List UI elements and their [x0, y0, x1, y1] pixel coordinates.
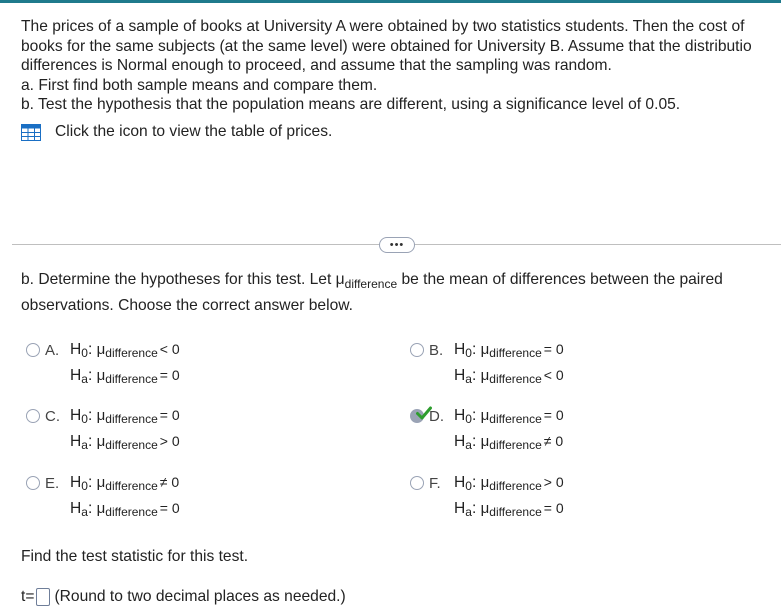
problem-line: a. First find both sample means and compare them. — [21, 76, 378, 94]
ha-statement: $H_a$: $\mu_{difference} = 0$ — [454, 500, 564, 519]
option-letter: B. — [429, 342, 444, 359]
rounding-hint: (Round to two decimal places as needed.) — [54, 588, 346, 605]
top-accent-bar — [0, 0, 781, 3]
h0-statement: $H_0$: $\mu_{difference} < 0$ — [70, 341, 180, 360]
problem-line: differences is Normal enough to proceed, and assume that the sampling was random. — [21, 57, 612, 74]
h0-statement: $H_0$: $\mu_{difference} = 0$ — [454, 341, 564, 360]
radio-option-c[interactable] — [26, 409, 40, 423]
question-b-post: be the mean of differences between the paired — [397, 271, 723, 288]
option-letter: D. — [429, 408, 444, 425]
option-letter: C. — [45, 408, 60, 425]
table-icon[interactable] — [21, 124, 41, 141]
t-statistic-input[interactable] — [36, 588, 50, 606]
radio-option-b[interactable] — [410, 343, 424, 357]
option-letter: A. — [45, 342, 60, 359]
t-label: t= — [21, 588, 35, 605]
h0-statement: $H_0$: $\mu_{difference} \ne 0$ — [70, 474, 180, 493]
question-b-text — [21, 270, 723, 295]
ha-statement: $H_a$: $\mu_{difference} \ne 0$ — [454, 433, 564, 452]
problem-line: books for the same subjects (at the same level) were obtained for University B. Assume that the distributio — [21, 37, 752, 55]
radio-option-a[interactable] — [26, 343, 40, 357]
find-statistic-text: Find the test statistic for this test. — [21, 548, 249, 565]
mu-symbol: μ — [335, 271, 345, 288]
radio-option-f[interactable] — [410, 476, 424, 490]
question-b-pre: b. Determine the hypotheses for this test. Let — [21, 271, 336, 288]
ha-statement: $H_a$: $\mu_{difference} = 0$ — [70, 367, 180, 386]
view-table-text[interactable]: Click the icon to view the table of prices. — [55, 123, 333, 140]
question-b-line2: observations. Choose the correct answer below. — [21, 297, 353, 314]
answer-row — [21, 588, 346, 606]
h0-statement: $H_0$: $\mu_{difference} = 0$ — [454, 407, 564, 426]
h0-statement: $H_0$: $\mu_{difference} > 0$ — [454, 474, 564, 493]
problem-line: The prices of a sample of books at University A were obtained by two statistics students. Then the cost of — [21, 18, 745, 35]
expand-more-button[interactable]: ••• — [379, 237, 415, 253]
mu-subscript: difference — [344, 277, 398, 291]
problem-line: b. Test the hypothesis that the population means are different, using a significance level of 0.05. — [21, 96, 681, 113]
option-letter: E. — [45, 475, 60, 492]
h0-statement: $H_0$: $\mu_{difference} = 0$ — [70, 407, 180, 426]
ha-statement: $H_a$: $\mu_{difference} < 0$ — [454, 367, 564, 386]
view-table-link[interactable] — [21, 123, 332, 141]
radio-option-e[interactable] — [26, 476, 40, 490]
ha-statement: $H_a$: $\mu_{difference} = 0$ — [70, 500, 180, 519]
problem-statement — [21, 17, 781, 115]
ha-statement: $H_a$: $\mu_{difference} > 0$ — [70, 433, 180, 452]
option-letter: F. — [429, 475, 441, 492]
